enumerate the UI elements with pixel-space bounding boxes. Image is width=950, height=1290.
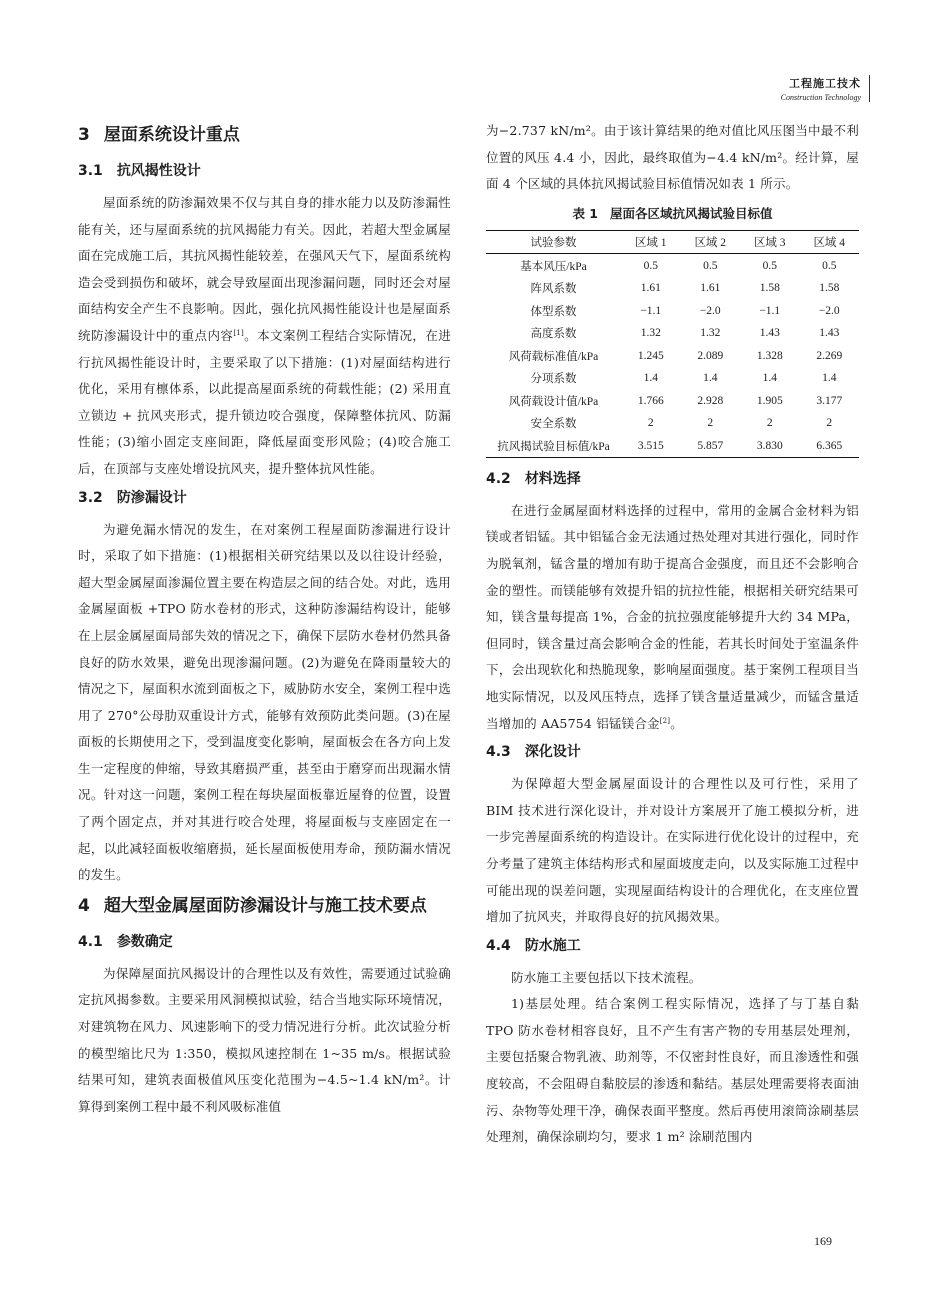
table-cell: 2	[826, 417, 833, 430]
table-cell: −2.0	[818, 304, 840, 317]
table-cell: 抗风揭试验目标值/kPa	[497, 440, 610, 453]
table-cell: 1.328	[756, 349, 783, 362]
table-cell: 1.905	[756, 394, 783, 407]
table-row	[486, 277, 859, 300]
journal-header	[781, 75, 870, 102]
section-4-2-paragraph: 在进行金属屋面材料选择的过程中，常用的金属合金材料为铝镁或者铝锰。其中铝锰合金无法通过热处理对其进行强化，同时作为脱氧剂，锰含量的增加有助于提高合金强度，而且还不会影响合金的塑性。而镁能够有效提升铝的抗拉性能，根据相关研究结果可知，镁含量每提高 1%，合金的抗拉强度能够提升大约 34 MPa，但同时，镁含量过高会影响合金的性能，若其长时间处于室温条件下，会出现软化和热脆现象，影响屋面强度。基于案例工程项目当地实际情况，以及风压特点，选择了镁含量适量减少，而锰含量适当增加的 AA5754 铝锰镁合金[2]。	[486, 502, 859, 731]
table-cell: 0.5	[822, 259, 837, 272]
right-column	[486, 118, 859, 1151]
table-cell: 1.58	[819, 282, 840, 295]
table-row	[486, 322, 859, 345]
table-cell: 1.43	[759, 327, 780, 340]
table-cell: 风荷载标准值/kPa	[508, 350, 599, 363]
table-cell: 1.245	[637, 349, 664, 362]
section-4-4-paragraph: 1)基层处理。结合案例工程实际情况，选择了与丁基自黏 TPO 防水卷材相容良好，且不产生有害产物的专用基层处理剂，主要包括聚合物乳液、助剂等，不仅密封性良好，而且渗透性和强度较高，不会阻碍自黏胶层的渗透和黏结。基层处理需要将表面油污、杂物等处理干净，确保表面平整度。然后再使用滚筒涂刷基层处理剂，确保涂刷均匀，要求 1 m² 涂刷范围内	[486, 996, 859, 1145]
table-row	[486, 389, 859, 412]
table-header-cell: 区域 4	[813, 237, 846, 250]
table-cell: 5.857	[697, 439, 724, 452]
section-4-3-heading: 4.3 深化设计	[486, 744, 581, 761]
table-cell: −2.0	[699, 304, 721, 317]
table-cell: −1.1	[640, 304, 662, 317]
table-header-cell: 试验参数	[530, 237, 577, 250]
section-3-2-heading: 3.2 防渗漏设计	[78, 489, 187, 506]
table-cell: 2.928	[697, 394, 724, 407]
section-4-4-intro: 防水施工主要包括以下技术流程。	[511, 969, 702, 985]
table-header-cell: 区域 2	[694, 237, 727, 250]
page-number: 169	[814, 1234, 832, 1248]
table-cell: 3.177	[816, 394, 843, 407]
table-cell: 2	[766, 417, 773, 430]
table-cell: 1.61	[640, 282, 661, 295]
section-4-4-heading: 4.4 防水施工	[486, 937, 581, 954]
table-cell: 2	[707, 417, 714, 430]
table-row	[486, 434, 859, 457]
table-header-cell: 区域 1	[634, 237, 667, 250]
table-cell: 1.4	[762, 372, 777, 385]
table-cell: 1.32	[700, 327, 721, 340]
section-4-3-paragraph: 为保障超大型金属屋面设计的合理性以及可行性，采用了 BIM 技术进行深化设计，并对设计方案展开了施工模拟分析，进一步完善屋面系统的构造设计。在实际进行优化设计的过程中，充分考量了建筑主体结构形式和屋面坡度走向，以及实际施工过程中可能出现的误差问题，实现屋面结构设计的合理优化，在支座位置增加了抗风夹，并取得良好的抗风揭效果。	[486, 776, 859, 925]
wind-uplift-table	[486, 230, 859, 458]
section-3-1-heading: 3.1 抗风揭性设计	[78, 163, 201, 179]
journal-title-en: Construction Technology	[780, 93, 861, 102]
table-cell: 1.766	[637, 394, 664, 407]
section-4-heading: 4 超大型金属屋面防渗漏设计与施工技术要点	[78, 895, 427, 916]
table-row	[486, 367, 859, 390]
section-4-2-heading: 4.2 材料选择	[486, 470, 581, 487]
table-cell: −1.1	[759, 304, 781, 317]
section-3-1-paragraph: 屋面系统的防渗漏效果不仅与其自身的排水能力以及防渗漏性能有关，还与屋面系统的抗风揭能力有关。因此，若超大型金属屋面在完成施工后，其抗风揭性能较差，在强风天气下，屋面系统构造会受到损伤和破坏，就会导致屋面出现渗漏问题，同时还会对屋面结构安全产生不良影响。因此，强化抗风揭性能设计也是屋面系统防渗漏设计中的重点内容[1]。本文案例工程结合实际情况，在进行抗风揭性能设计时，主要采取了以下措施：(1)对屋面结构进行优化，采用有檩体系，以此提高屋面系统的荷载性能；(2) 采用直立锁边 + 抗风夹形式，提升锁边咬合强度，保障整体抗风、防漏性能；(3)缩小固定支座间距，降低屋面变形风险；(4)咬合施工后，在顶部与支座处增设抗风夹，提升整体抗风性能。	[78, 195, 452, 476]
table-cell: 2.089	[697, 349, 724, 362]
table-cell: 风荷载设计值/kPa	[508, 395, 599, 408]
table-cell: 基本风压/kPa	[520, 260, 587, 273]
table-row	[486, 344, 859, 367]
table-cell: 2	[647, 417, 654, 430]
section-4-1-paragraph: 为保障屋面抗风揭设计的合理性以及有效性，需要通过试验确定抗风揭参数。主要采用风洞模拟试验，结合当地实际环境情况，对建筑物在风力、风速影响下的受力情况进行分析。此次试验分析的模型缩比尺为 1:350，模拟风速控制在 1~35 m/s。根据试验结果可知，建筑表面极值风压变化范围为−4.5~1.4 kN/m²。计算得到案例工程中最不利风吸标准值	[78, 965, 451, 1114]
table-cell: 1.32	[640, 327, 661, 340]
left-column	[78, 118, 451, 1120]
section-3-2-paragraph: 为避免漏水情况的发生，在对案例工程屋面防渗漏进行设计时，采取了如下措施：(1)根据相关研究结果以及以往设计经验，超大型金属屋面渗漏位置主要在构造层之间的结合处。对此，选用金属屋面板 +TPO 防水卷材的形式，这种防渗漏结构设计，能够在上层金属屋面局部失效的情况之下，确保下层防水卷材仍然具备良好的防水效果，避免出现渗漏问题。(2)为避免在降雨量较大的情况之下，屋面积水流到面板之下，威胁防水安全，案例工程中选用了 270°公母肋双重设计方式，能够有效预防此类问题。(3)在屋面板的长期使用之下，受到温度变化影响，屋面板会在各方向上发生一定程度的伸缩，导致其磨损严重，甚至由于磨穿而出现漏水情况。针对这一问题，案例工程在每块屋面板靠近屋脊的位置，设置了两个固定点，并对其进行咬合处理，将屋面板与支座固定在一起，以此减轻面板收缩磨损，延长屋面板使用寿命，预防漏水情况的发生。	[78, 521, 451, 883]
table-cell: 1.4	[822, 372, 837, 385]
table-cell: 3.830	[756, 439, 783, 452]
table-cell: 1.4	[703, 372, 718, 385]
table-header-cell: 区域 3	[753, 237, 786, 250]
table-cell: 高度系数	[530, 328, 577, 341]
table-cell: 1.4	[643, 372, 658, 385]
section-4-1-heading: 4.1 参数确定	[78, 933, 173, 950]
table-cell: 0.5	[762, 259, 777, 272]
journal-title-cn: 工程施工技术	[789, 77, 861, 90]
table-cell: 安全系数	[530, 418, 577, 431]
table-row	[486, 254, 859, 277]
table-cell: 2.269	[816, 349, 843, 362]
citation-1: [1]	[233, 328, 244, 337]
table-cell: 6.365	[816, 439, 843, 452]
table-caption: 表 1 屋面各区域抗风揭试验目标值	[572, 205, 773, 221]
table-cell: 1.61	[700, 282, 721, 295]
table-cell: 3.515	[637, 439, 664, 452]
section-3-heading: 3 屋面系统设计重点	[78, 125, 240, 145]
citation-2: [2]	[659, 716, 671, 725]
table-row	[486, 299, 859, 322]
table-row	[486, 412, 859, 435]
table-cell: 体型系数	[530, 305, 577, 318]
table-cell: 1.43	[819, 327, 840, 340]
section-4-1-continuation: 为−2.737 kN/m²。由于该计算结果的绝对值比风压图当中最不利位置的风压 4.4 小，因此，最终取值为−4.4 kN/m²。经计算，屋面 4 个区域的具体抗风揭试验目标值情况如表 1 所示。	[486, 123, 859, 192]
table-cell: 0.5	[703, 259, 718, 272]
table-cell: 0.5	[643, 259, 658, 272]
table-cell: 分项系数	[530, 373, 577, 386]
table-cell: 阵风系数	[530, 283, 577, 296]
table-cell: 1.58	[759, 282, 780, 295]
